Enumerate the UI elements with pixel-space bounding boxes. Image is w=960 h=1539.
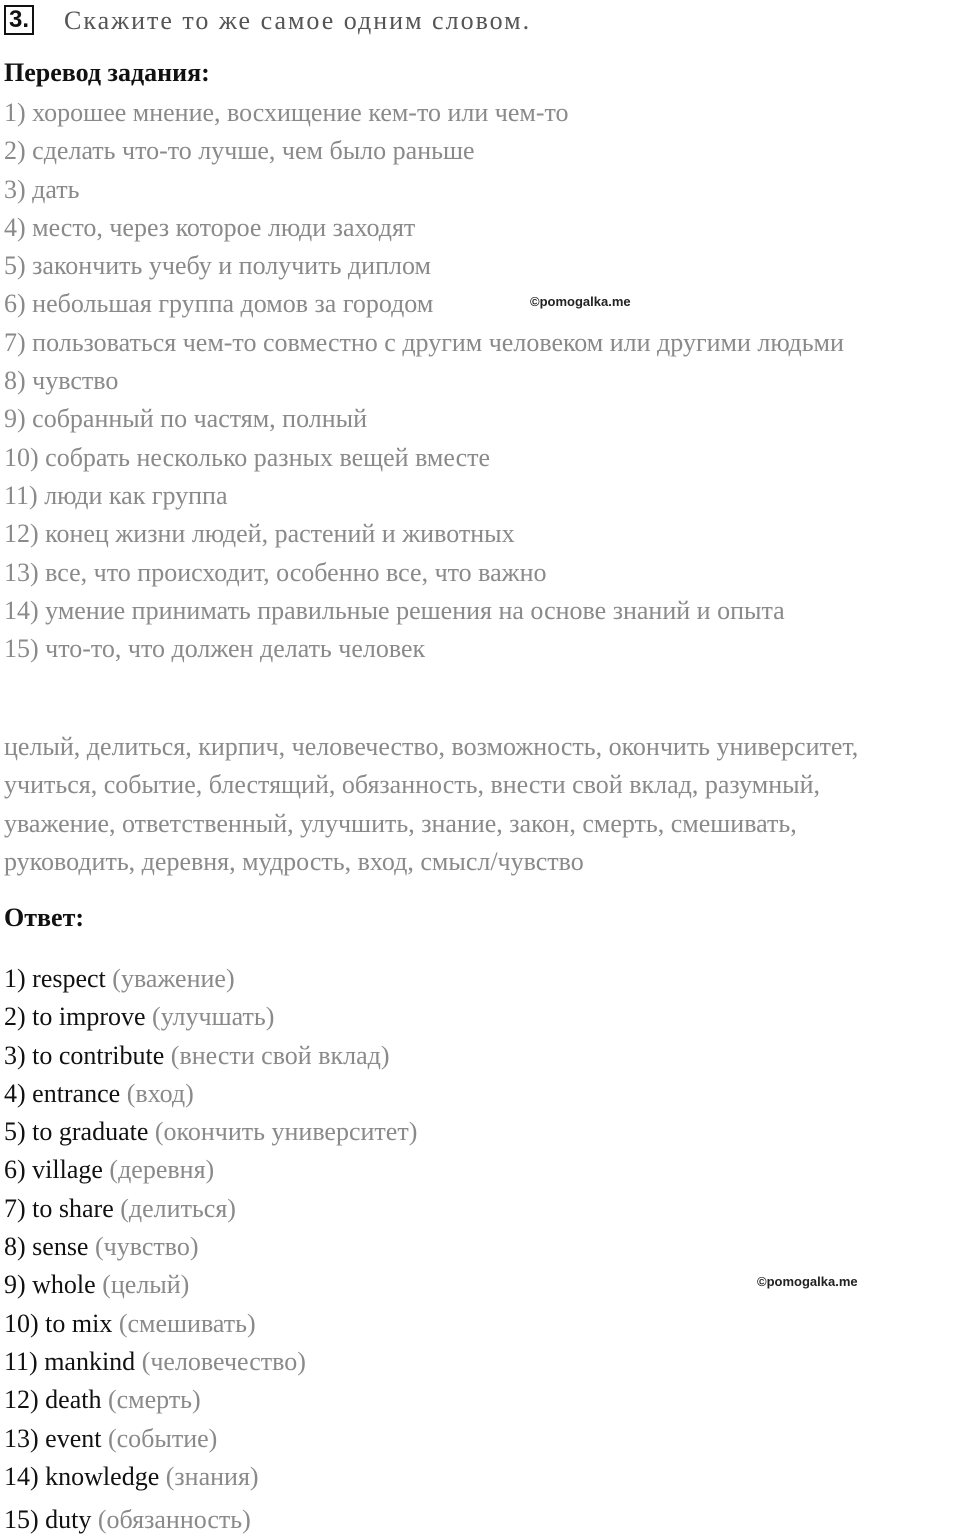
definition-item: 6) небольшая группа домов за городом <box>4 289 434 319</box>
definition-item: 7) пользоваться чем-то совместно с другим человеком или другими людьми <box>4 327 844 357</box>
answers-list <box>4 960 417 1539</box>
answer-item <box>4 1501 417 1539</box>
answer-english: 13) event <box>4 1423 102 1453</box>
definition-item: 5) закончить учебу и получить диплом <box>4 251 431 281</box>
word-bank <box>4 728 959 881</box>
answer-item <box>4 1343 417 1381</box>
task-title: Скажите то же самое одним словом. <box>64 6 532 35</box>
answer-english: 8) sense <box>4 1232 89 1262</box>
definition-item: 10) собрать несколько разных вещей вместе <box>4 442 491 472</box>
answer-russian: (смешивать) <box>118 1308 256 1338</box>
answer-english: 10) to mix <box>4 1308 113 1338</box>
answer-english: 7) to share <box>4 1193 114 1223</box>
definition-item: 8) чувство <box>4 366 119 396</box>
definition-item: 4) место, через которое люди заходят <box>4 212 416 242</box>
watermark: ©pomogalka.me <box>757 1274 858 1289</box>
definition-item: 9) собранный по частям, полный <box>4 404 368 434</box>
answer-item <box>4 1037 417 1075</box>
definition-item: 12) конец жизни людей, растений и животных <box>4 519 515 549</box>
answer-russian: (событие) <box>107 1423 218 1453</box>
translation-heading: Перевод задания: <box>4 58 210 87</box>
definition-item: 13) все, что происходит, особенно все, что важно <box>4 557 547 587</box>
task-number-box: 3. <box>4 5 34 35</box>
answer-russian: (деревня) <box>109 1155 215 1185</box>
definition-item: 15) что-то, что должен делать человек <box>4 634 426 664</box>
answer-russian: (делиться) <box>120 1193 236 1223</box>
answer-item <box>4 1420 417 1458</box>
answer-english: 11) mankind <box>4 1346 136 1376</box>
answer-english: 1) respect <box>4 964 106 993</box>
answer-russian: (знания) <box>165 1461 259 1491</box>
answer-russian: (вход) <box>126 1078 194 1108</box>
answer-heading: Ответ: <box>4 903 85 932</box>
answer-english: 9) whole <box>4 1270 96 1300</box>
answer-russian: (смерть) <box>107 1385 201 1415</box>
definition-item: 14) умение принимать правильные решения на основе знаний и опыта <box>4 595 785 625</box>
answer-russian: (внести свой вклад) <box>170 1040 390 1070</box>
answer-english: 4) entrance <box>4 1078 121 1108</box>
answer-item <box>4 1458 417 1496</box>
definition-item: 1) хорошее мнение, восхищение кем-то или чем-то <box>4 98 569 127</box>
answer-russian: (чувство) <box>94 1232 199 1262</box>
answer-russian: (обязанность) <box>97 1505 251 1535</box>
word-bank-line: целый, делиться, кирпич, человечество, возможность, окончить университет, <box>4 732 859 761</box>
answer-english: 2) to improve <box>4 1002 146 1032</box>
definitions-list <box>4 94 844 668</box>
word-bank-line: уважение, ответственный, улучшить, знание, закон, смерть, смешивать, <box>4 808 797 838</box>
answer-russian: (человечество) <box>141 1346 306 1376</box>
answer-english: 15) duty <box>4 1505 92 1535</box>
answer-english: 14) knowledge <box>4 1461 160 1491</box>
answer-item <box>4 1190 417 1228</box>
definition-item: 3) дать <box>4 174 80 204</box>
answer-item <box>4 1075 417 1113</box>
answer-english: 12) death <box>4 1385 102 1415</box>
answer-russian: (целый) <box>102 1270 190 1300</box>
answer-item <box>4 1151 417 1189</box>
answer-item <box>4 1381 417 1419</box>
answer-english: 6) village <box>4 1155 103 1185</box>
watermark: ©pomogalka.me <box>530 294 631 309</box>
answer-item <box>4 1305 417 1343</box>
answer-item <box>4 1228 417 1266</box>
definition-item: 2) сделать что-то лучше, чем было раньше <box>4 136 475 166</box>
word-bank-line: учиться, событие, блестящий, обязанность, внести свой вклад, разумный, <box>4 770 821 800</box>
answer-russian: (уважение) <box>112 964 235 993</box>
answer-item <box>4 998 417 1036</box>
answer-russian: (улучшать) <box>152 1002 275 1032</box>
word-bank-line: руководить, деревня, мудрость, вход, смысл/чувство <box>4 846 584 876</box>
answer-item <box>4 960 417 998</box>
answer-english: 3) to contribute <box>4 1040 165 1070</box>
definition-item: 11) люди как группа <box>4 480 228 510</box>
answer-russian: (окончить университет) <box>154 1117 418 1147</box>
answer-item <box>4 1113 417 1151</box>
answer-english: 5) to graduate <box>4 1117 149 1147</box>
answer-item <box>4 1266 417 1304</box>
